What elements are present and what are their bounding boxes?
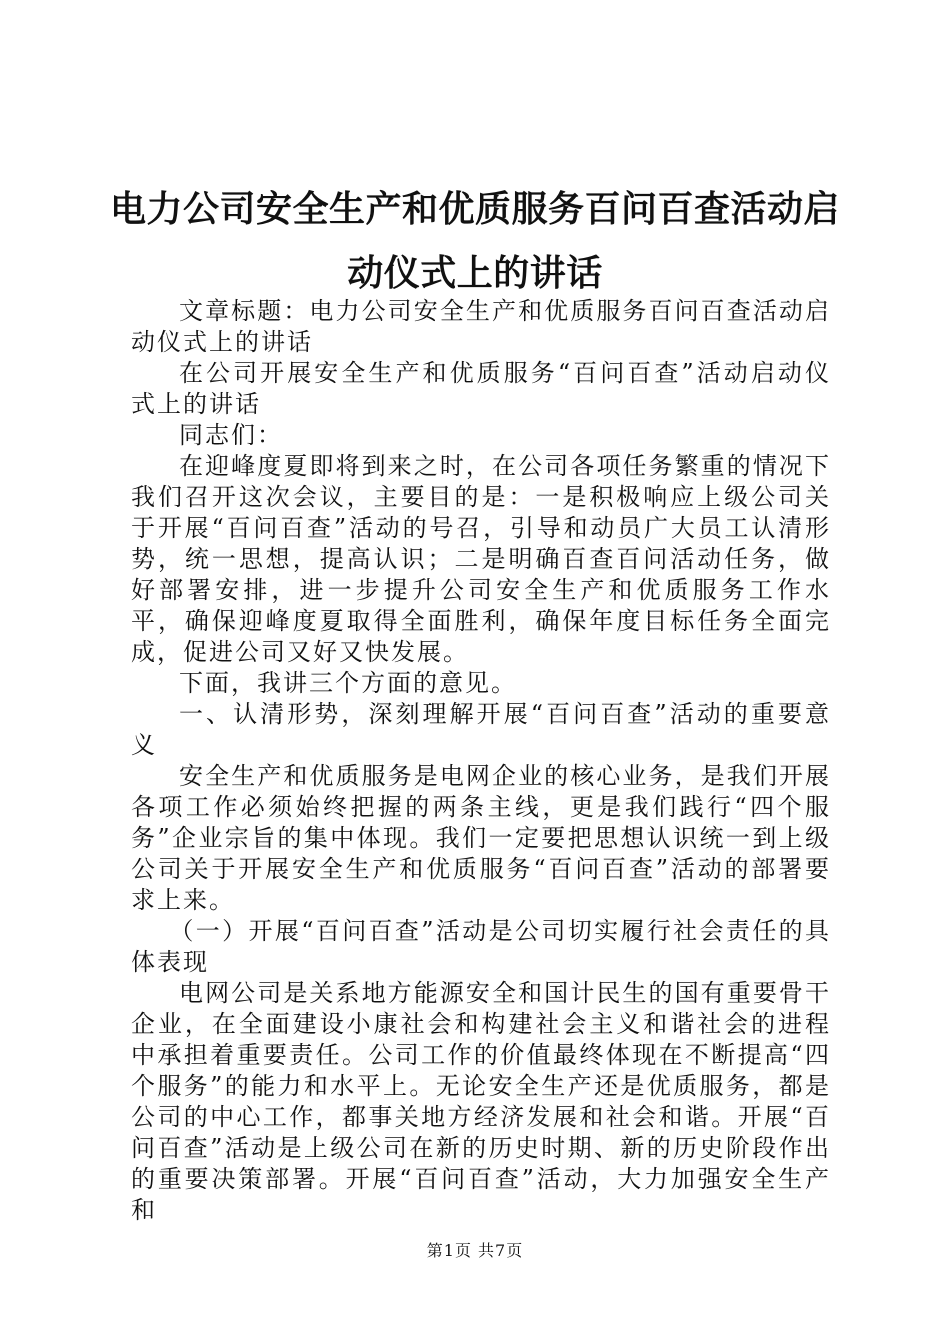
subsection-heading: （一）开展“百问百查”活动是公司切实履行社会责任的具体表现 — [131, 917, 831, 976]
title-line-2: 动仪式上的讲话 — [347, 253, 603, 294]
body-paragraph: 下面，我讲三个方面的意见。 — [179, 669, 517, 697]
section-heading: 一、认清形势，深刻理解开展“百问百查”活动的重要意义 — [131, 700, 831, 759]
salutation: 同志们： — [179, 421, 283, 449]
body-paragraph: 电网公司是关系地方能源安全和国计民生的国有重要骨干企业，在全面建设小康社会和构建社会主义和谐社会的进程中承担着重要责任。公司工作的价值最终体现在不断提高“四个服务”的能力和水平上。无论安全生产还是优质服务，都是公司的中心工作，都事关地方经济发展和社会和谐。开展“百问百查”活动是上级公司在新的历史时期、新的历史阶段作出的重要决策部署。开展“百问百查”活动，大力加强安全生产和 — [131, 979, 831, 1224]
page-footer — [0, 1240, 950, 1262]
body-paragraph: 在迎峰度夏即将到来之时，在公司各项任务繁重的情况下我们召开这次会议，主要目的是：一是积极响应上级公司关于开展“百问百查”活动的号召，引导和动员广大员工认清形势，统一思想，提高认识；二是明确百查百问活动任务，做好部署安排，进一步提升公司安全生产和优质服务工作水平，确保迎峰度夏取得全面胜利，确保年度目标任务全面完成，促进公司又好又快发展。 — [131, 452, 831, 666]
document-body — [131, 296, 831, 1226]
page-number: 第1页 共7页 — [426, 1241, 524, 1260]
article-title-paragraph: 文章标题：电力公司安全生产和优质服务百问百查活动启动仪式上的讲话 — [131, 297, 831, 356]
document-title — [110, 178, 840, 306]
subtitle-paragraph: 在公司开展安全生产和优质服务“百问百查”活动启动仪式上的讲话 — [131, 359, 831, 418]
title-line-1: 电力公司安全生产和优质服务百问百查活动启 — [110, 189, 841, 230]
body-paragraph: 安全生产和优质服务是电网企业的核心业务，是我们开展各项工作必须始终把握的两条主线，更是我们践行“四个服务”企业宗旨的集中体现。我们一定要把思想认识统一到上级公司关于开展安全生产和优质服务“百问百查”活动的部署要求上来。 — [131, 762, 831, 914]
